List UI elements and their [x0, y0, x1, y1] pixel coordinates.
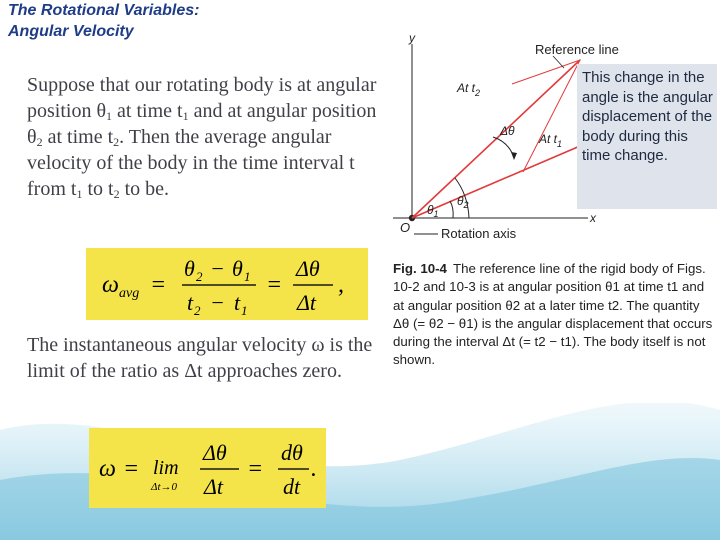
reference-line-wedge: [512, 60, 580, 172]
para1-sub-3: 2: [36, 135, 43, 149]
figure-10-4: [383, 22, 718, 403]
para1-text-2: at time t: [112, 100, 183, 122]
eq2-lim: lim: [153, 457, 179, 479]
eq2-lim-sub: Δt→0: [151, 481, 178, 493]
y-axis-label: y: [409, 31, 415, 45]
eq1-omega-sub: avg: [119, 286, 140, 301]
para1-sub-6: 2: [113, 187, 120, 201]
delta-theta-arc: [493, 137, 514, 158]
eq1-theta2-sub: 2: [196, 269, 203, 284]
eq2-dt: dt: [283, 474, 301, 499]
para1-sub-4: 2: [113, 135, 120, 149]
paragraph-average-velocity: [27, 72, 382, 202]
eq1-minus-bottom: −: [210, 290, 225, 315]
para1-text-7: to be.: [119, 178, 169, 200]
at-t1-sub: 1: [557, 139, 563, 149]
eq1-delta-t: Δt: [297, 290, 317, 315]
eq1-equals-2: =: [266, 272, 283, 298]
theta2-label: [457, 194, 469, 210]
slide-title: [8, 0, 199, 42]
equation-average-angular-velocity: [86, 248, 368, 320]
eq2-delta-t: Δt: [204, 474, 224, 499]
eq2-equals: =: [123, 456, 140, 482]
theta1-sub: 1: [433, 209, 439, 219]
eq1-t2-sub: 2: [194, 303, 201, 318]
note-text: This change in the angle is the angular displacement of the body during this time change.: [582, 69, 713, 165]
para1-sub-1: 1: [106, 109, 113, 123]
eq1-minus-top: −: [210, 256, 225, 281]
para1-sub-5: 1: [76, 187, 83, 201]
reference-line-leader: [553, 56, 564, 68]
eq2-delta-theta: Δθ: [203, 440, 227, 465]
eq1-theta1: θ: [232, 256, 243, 281]
theta2-text: θ: [457, 194, 464, 208]
figure-caption: [393, 260, 715, 370]
eq2-d-theta: dθ: [281, 440, 303, 465]
para1-text-3: and at angular position θ: [27, 100, 377, 148]
reference-line-label: Reference line: [535, 42, 619, 57]
eq2-omega: ω: [99, 456, 116, 482]
eq1-t2: t: [187, 290, 194, 315]
para1-text-4: at time t: [42, 126, 114, 148]
eq2-equals-2: =: [247, 456, 264, 482]
eq1-t1-sub: 1: [241, 303, 248, 318]
theta1-arc: [450, 201, 453, 218]
eq1-comma: ,: [338, 272, 344, 298]
eq1-t1: t: [234, 290, 241, 315]
para1-text-1: Suppose that our rotating body is at angular position θ: [27, 74, 377, 122]
theta1-label: [427, 203, 439, 219]
delta-theta-label: Δθ: [500, 124, 515, 138]
at-t2-text: At t: [457, 81, 476, 95]
reference-line-t1: [412, 146, 580, 218]
caption-label: Fig. 10-4: [393, 261, 447, 276]
theta1-text: θ: [427, 203, 434, 217]
eq1-delta-theta: Δθ: [296, 256, 320, 281]
eq2-period: .: [311, 456, 317, 482]
caption-text: The reference line of the rigid body of Figs. 10-2 and 10-3 is at angular position θ1 at time t1 and at angular position θ2 at a later time t2. The quantity Δθ (= θ2 − θ1) is the angular displacement that occurs during the interval Δt (= t2 − t1). The body itself is not shown.: [393, 261, 713, 368]
origin-label: O: [400, 220, 411, 235]
slide-title-line1: The Rotational Variables:: [8, 2, 200, 19]
equation-instantaneous-angular-velocity: [89, 428, 326, 508]
eq1-theta1-sub: 1: [244, 269, 251, 284]
eq1-omega: ω: [102, 272, 119, 298]
rotation-axis-label: Rotation axis: [441, 226, 517, 241]
eq1-equals: =: [150, 272, 167, 298]
theta2-sub: 2: [463, 200, 469, 210]
para1-sub-2: 1: [182, 109, 189, 123]
slide-title-line2: Angular Velocity: [8, 23, 134, 40]
angular-displacement-note: [577, 64, 717, 209]
delta-theta-arrowhead: [511, 152, 517, 160]
paragraph-instantaneous-velocity: The instantaneous angular velocity ω is the limit of the ratio as Δt approaches zero.: [27, 334, 373, 382]
para1-text-6: to t: [82, 178, 114, 200]
para1-text-5: . Then the average angular velocity of the body in the time interval t from t: [27, 126, 355, 200]
x-axis-label: x: [590, 211, 596, 225]
at-t1-label: [538, 132, 562, 149]
at-t1-text: At t: [539, 132, 558, 146]
eq1-theta2: θ: [184, 256, 195, 281]
at-t2-sub: 2: [475, 88, 481, 98]
at-t2-label: [456, 81, 480, 98]
